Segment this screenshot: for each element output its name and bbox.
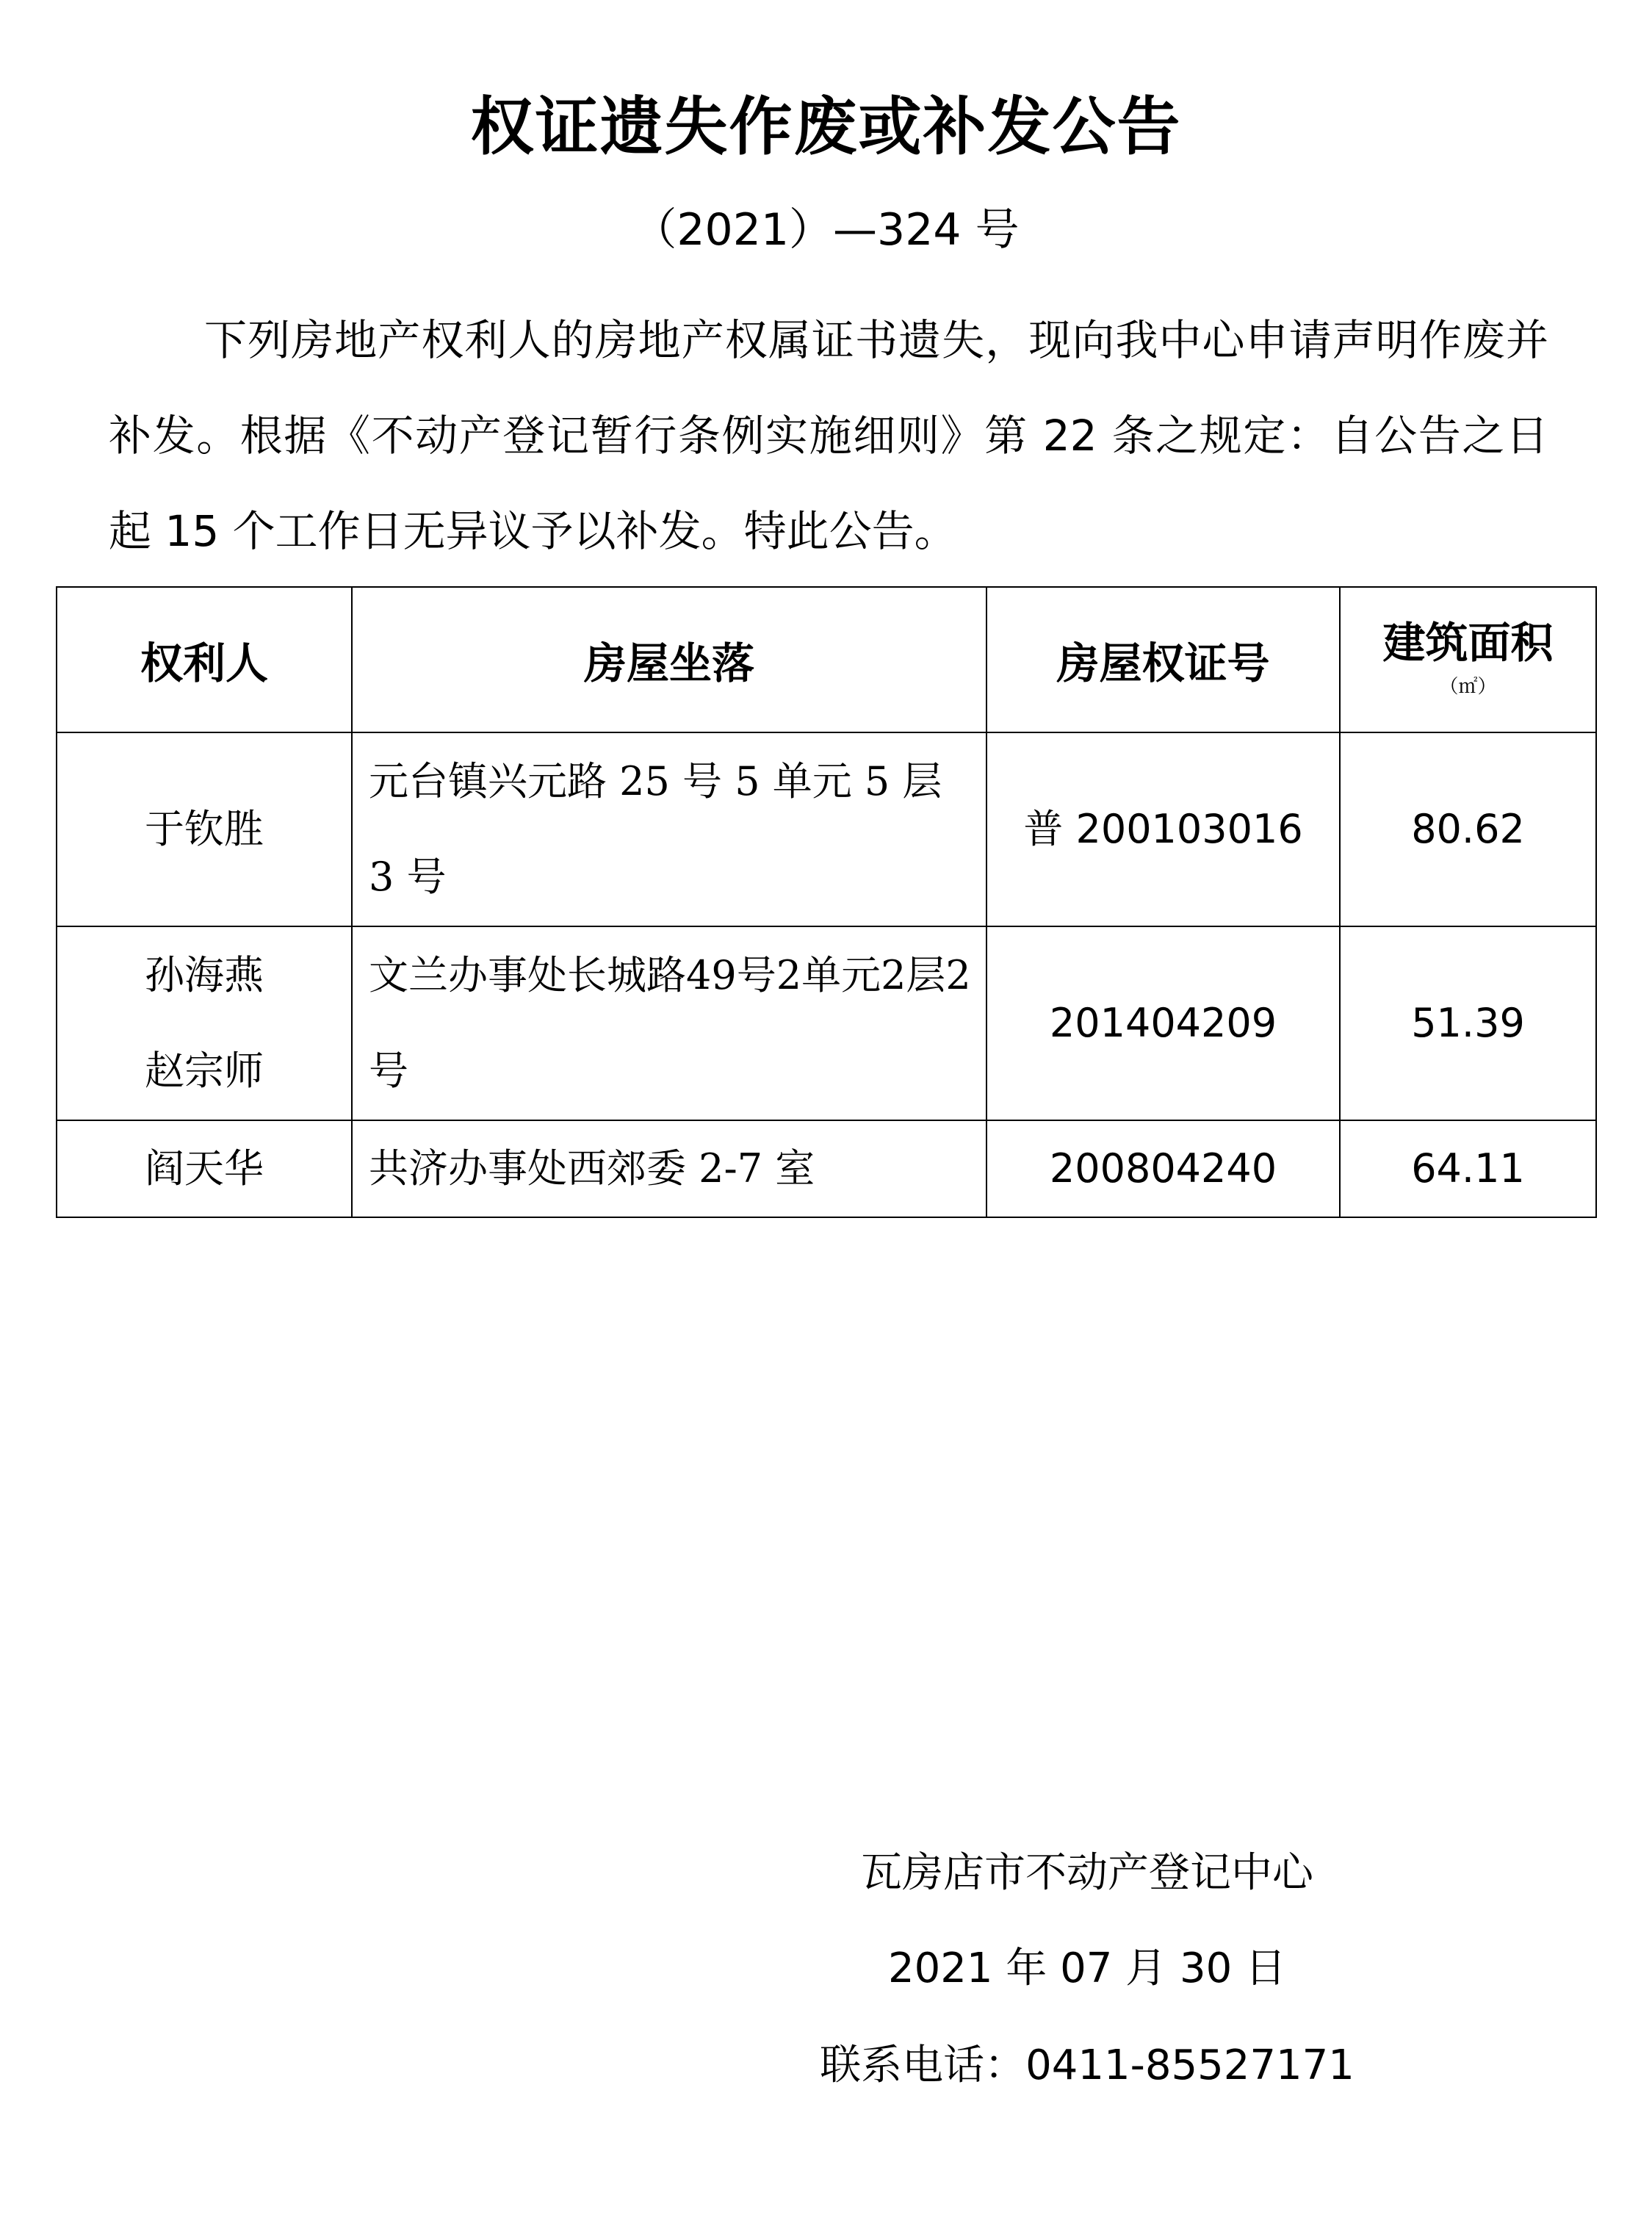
- cell-holder: [57, 732, 352, 926]
- records-table: [56, 586, 1597, 1218]
- header-certificate: 房屋权证号: [986, 587, 1340, 732]
- notice-intro: 下列房地产权利人的房地产权属证书遗失，现向我中心申请声明作废并补发。根据《不动产登记暂行条例实施细则》第 22 条之规定：自公告之日起 15 个工作日无异议予以补发。特此公告。: [109, 315, 1548, 556]
- cell-area: 80.62: [1340, 732, 1596, 926]
- header-area: [1340, 587, 1596, 732]
- header-holder: 权利人: [57, 587, 352, 732]
- cell-certificate: 普 200103016: [986, 732, 1340, 926]
- cell-certificate: 201404209: [986, 926, 1340, 1120]
- contact-phone: 联系电话：0411-85527171: [820, 2042, 1355, 2089]
- issuing-organization: 瓦房店市不动产登记中心: [861, 1849, 1313, 1897]
- header-location: 房屋坐落: [352, 587, 986, 732]
- holder-name: 阎天华: [145, 1145, 264, 1192]
- header-area-label: 建筑面积: [1382, 618, 1554, 668]
- holder-name: 于钦胜: [145, 806, 264, 852]
- holder-name: 孙海燕: [145, 952, 264, 998]
- cell-holder: [57, 1120, 352, 1217]
- table-row: [57, 926, 1596, 1120]
- notice-number: （2021）—324 号: [632, 204, 1020, 256]
- table-row: [57, 1120, 1596, 1217]
- cell-location: 共济办事处西郊委 2-7 室: [352, 1120, 986, 1217]
- cell-holder: [57, 926, 352, 1120]
- issue-date: 2021 年 07 月 30 日: [887, 1945, 1287, 1992]
- holder-name: 赵宗师: [145, 1048, 264, 1094]
- cell-location: 文兰办事处长城路49号2单元2层2号: [352, 926, 986, 1120]
- header-area-unit: （㎡）: [1439, 676, 1497, 698]
- cell-area: 64.11: [1340, 1120, 1596, 1217]
- cell-area: 51.39: [1340, 926, 1596, 1120]
- page-title: 权证遗失作废或补发公告: [470, 90, 1182, 164]
- table-row: [57, 732, 1596, 926]
- cell-location: 元台镇兴元路 25 号 5 单元 5 层 3 号: [352, 732, 986, 926]
- cell-certificate: 200804240: [986, 1120, 1340, 1217]
- table-header-row: [57, 587, 1596, 732]
